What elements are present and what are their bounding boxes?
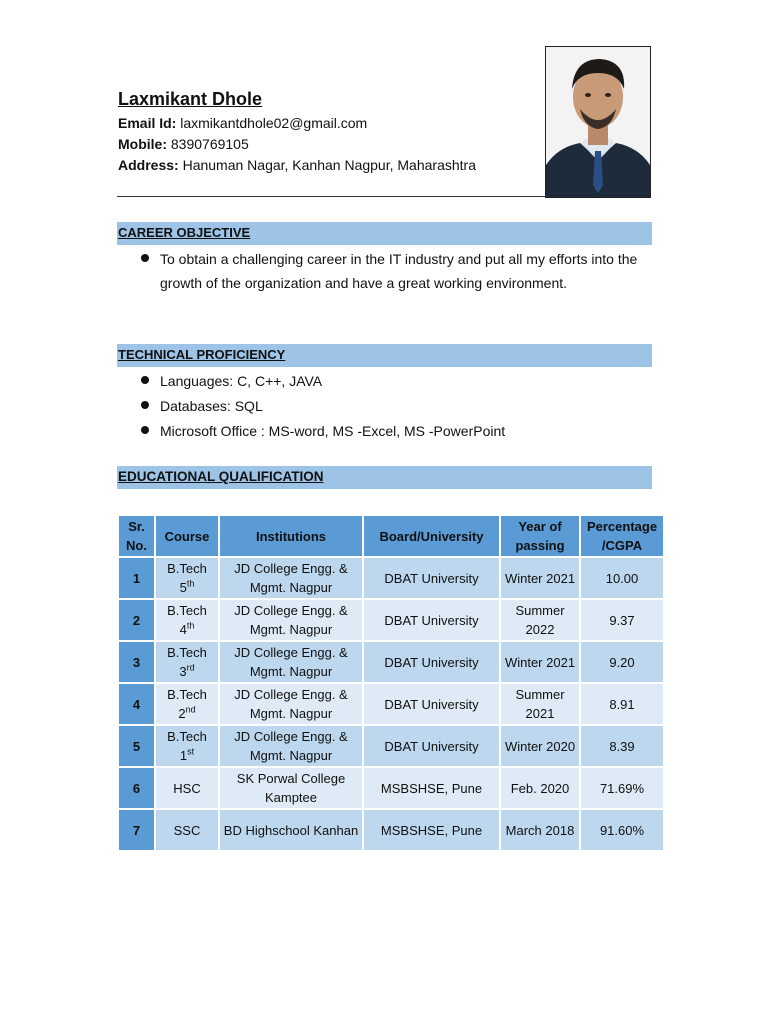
- header-divider: [117, 196, 547, 197]
- email-label: Email Id:: [118, 115, 177, 131]
- education-table-body: [119, 558, 663, 850]
- semester-number: 4: [179, 622, 187, 637]
- column-header-sr: Sr. No.: [119, 516, 154, 556]
- sr-cell: 2: [119, 600, 154, 640]
- table-row: [119, 810, 663, 850]
- sr-cell: 7: [119, 810, 154, 850]
- column-header-year: Year of passing: [501, 516, 579, 556]
- table-header-row: [119, 516, 663, 556]
- sr-cell: 3: [119, 642, 154, 682]
- table-row: [119, 642, 663, 682]
- institution-cell: JD College Engg. & Mgmt. Nagpur: [220, 642, 362, 682]
- semester-suffix: st: [187, 746, 195, 757]
- email-line: [118, 115, 367, 131]
- email-value: laxmikantdhole02@gmail.com: [180, 115, 368, 131]
- course-name: B.Tech: [167, 561, 207, 576]
- year-cell: March 2018: [501, 810, 579, 850]
- board-cell: DBAT University: [364, 684, 499, 724]
- table-row: [119, 726, 663, 766]
- career-objective-title: CAREER OBJECTIVE: [118, 225, 251, 240]
- board-cell: DBAT University: [364, 600, 499, 640]
- career-objective-list: [138, 247, 638, 295]
- score-cell: 8.91: [581, 684, 663, 724]
- board-cell: MSBSHSE, Pune: [364, 810, 499, 850]
- profile-photo-illustration: [546, 47, 650, 197]
- bullet-icon: [141, 254, 149, 262]
- address-line: [118, 157, 476, 173]
- bullet-icon: [141, 401, 149, 409]
- list-item: [138, 394, 505, 419]
- board-cell: DBAT University: [364, 558, 499, 598]
- list-item: [138, 247, 638, 295]
- table-row: [119, 768, 663, 808]
- educational-qualification-title: EDUCATIONAL QUALIFICATION: [118, 469, 324, 484]
- semester-suffix: nd: [185, 704, 196, 715]
- institution-cell: JD College Engg. & Mgmt. Nagpur: [220, 558, 362, 598]
- bullet-icon: [141, 426, 149, 434]
- profile-photo: [545, 46, 651, 198]
- semester-suffix: th: [186, 620, 195, 631]
- score-cell: 71.69%: [581, 768, 663, 808]
- year-cell: Feb. 2020: [501, 768, 579, 808]
- technical-proficiency-bar: [117, 344, 652, 367]
- column-header-score: Percentage /CGPA: [581, 516, 663, 556]
- technical-proficiency-title: TECHNICAL PROFICIENCY: [118, 347, 286, 362]
- list-item: [138, 369, 505, 394]
- sr-cell: 1: [119, 558, 154, 598]
- skill-languages: Languages: C, C++, JAVA: [160, 373, 323, 389]
- career-objective-bar: [117, 222, 652, 245]
- score-cell: 9.20: [581, 642, 663, 682]
- institution-cell: SK Porwal College Kamptee: [220, 768, 362, 808]
- table-row: [119, 600, 663, 640]
- board-cell: DBAT University: [364, 642, 499, 682]
- semester-suffix: th: [186, 578, 195, 589]
- list-item: [138, 419, 505, 444]
- address-value: Hanuman Nagar, Kanhan Nagpur, Maharashtra: [182, 157, 476, 173]
- year-cell: Winter 2021: [501, 558, 579, 598]
- year-cell: Summer 2022: [501, 600, 579, 640]
- course-cell: [156, 726, 218, 766]
- course-name: B.Tech: [167, 645, 207, 660]
- table-row: [119, 558, 663, 598]
- semester-number: 2: [178, 706, 186, 721]
- column-header-institutions: Institutions: [220, 516, 362, 556]
- score-cell: 10.00: [581, 558, 663, 598]
- sr-cell: 5: [119, 726, 154, 766]
- course-cell: [156, 642, 218, 682]
- career-objective-text: To obtain a challenging career in the IT industry and put all my efforts into the growth of the organization and have a great working environment.: [160, 251, 638, 291]
- course-cell: [156, 600, 218, 640]
- year-cell: Summer 2021: [501, 684, 579, 724]
- education-table: [117, 514, 665, 852]
- address-label: Address:: [118, 157, 179, 173]
- mobile-line: [118, 136, 249, 152]
- score-cell: 8.39: [581, 726, 663, 766]
- table-row: [119, 684, 663, 724]
- mobile-label: Mobile:: [118, 136, 167, 152]
- technical-proficiency-list: [138, 369, 505, 444]
- score-cell: 9.37: [581, 600, 663, 640]
- skill-databases: Databases: SQL: [160, 398, 263, 414]
- course-name: B.Tech: [167, 603, 207, 618]
- bullet-icon: [141, 376, 149, 384]
- course-name: B.Tech: [167, 687, 207, 702]
- institution-cell: BD Highschool Kanhan: [220, 810, 362, 850]
- board-cell: DBAT University: [364, 726, 499, 766]
- course-cell: [156, 810, 218, 850]
- mobile-value: 8390769105: [170, 136, 249, 152]
- course-cell: [156, 558, 218, 598]
- sr-cell: 4: [119, 684, 154, 724]
- educational-qualification-bar: [117, 466, 652, 489]
- sr-cell: 6: [119, 768, 154, 808]
- year-cell: Winter 2021: [501, 642, 579, 682]
- course-name: B.Tech: [167, 729, 207, 744]
- institution-cell: JD College Engg. & Mgmt. Nagpur: [220, 600, 362, 640]
- course-name: HSC: [173, 780, 201, 796]
- candidate-name: Laxmikant Dhole: [118, 89, 263, 109]
- score-cell: 91.60%: [581, 810, 663, 850]
- semester-suffix: rd: [186, 662, 195, 673]
- year-cell: Winter 2020: [501, 726, 579, 766]
- course-name: SSC: [173, 822, 201, 838]
- column-header-board: Board/University: [364, 516, 499, 556]
- course-cell: [156, 684, 218, 724]
- board-cell: MSBSHSE, Pune: [364, 768, 499, 808]
- skill-office: Microsoft Office : MS-word, MS -Excel, MS -PowerPoint: [160, 423, 506, 439]
- semester-number: 3: [179, 664, 187, 679]
- institution-cell: JD College Engg. & Mgmt. Nagpur: [220, 684, 362, 724]
- semester-number: 1: [179, 748, 188, 763]
- column-header-course: Course: [156, 516, 218, 556]
- institution-cell: JD College Engg. & Mgmt. Nagpur: [220, 726, 362, 766]
- semester-number: 5: [179, 580, 187, 595]
- course-cell: [156, 768, 218, 808]
